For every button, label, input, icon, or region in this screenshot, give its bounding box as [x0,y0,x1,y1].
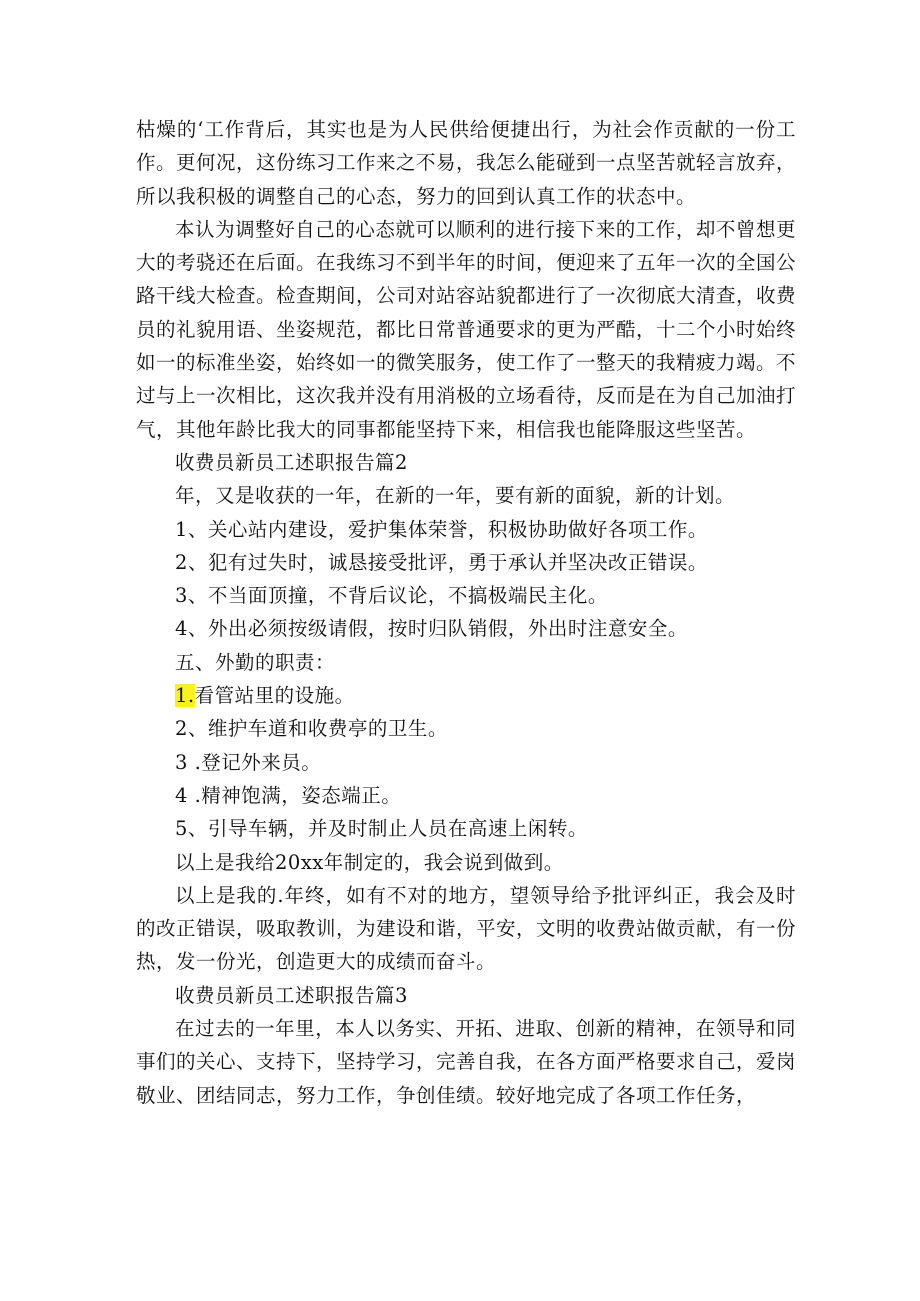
paragraph-new-year: 年，又是收获的一年，在新的一年，要有新的面貌，新的计划。 [175,484,736,508]
duty-item-1-text: 看管站里的设施。 [194,684,355,708]
highlighted-number: 1. [175,684,195,708]
list-item-3: 3、不当面顶撞，不背后议论，不搞极端民主化。 [175,584,608,608]
duty-item-1 [136,679,796,712]
paragraph-promise: 以上是我给20xx年制定的，我会说到做到。 [175,850,564,874]
duty-item-2: 2、维护车道和收费亭的卫生。 [175,717,448,741]
duty-item-5: 5、引导车辆，并及时制止人员在高速上闲转。 [175,817,588,841]
paragraph-continuation: 枯燥的‘工作背后，其实也是为人民供给便捷出行，为社会作贡献的一份工作。更何况，这份练习工作来之不易，我怎么能碰到一点坚苦就轻言放弃，所以我积极的调整自己的心态，努力的回到认真工作的状态中。 [136,118,797,208]
paragraph-inspection: 本认为调整好自己的心态就可以顺利的进行接下来的工作，却不曾想更大的考骁还在后面。在我练习不到半年的时间，便迎来了五年一次的全国公路干线大检查。检查期间，公司对站容站貌都进行了一次彻底大清查，收费员的礼貌用语、坐姿规范，都比日常普通要求的更为严酷，十二个小时始终如一的标准坐姿，始终如一的微笑服务，使工作了一整天的我精疲力竭。不过与上一次相比，这次我并没有用消极的立场看待，反而是在为自己加油打气，其他年龄比我大的同事都能坚持下来，相信我也能降服这些坚苦。 [136,217,797,441]
duty-item-3: 3 .登记外来员。 [175,750,322,774]
list-item-4: 4、外出必须按级请假，按时归队销假，外出时注意安全。 [175,617,688,641]
list-item-2: 2、犯有过失时，诚恳接受批评，勇于承认并坚决改正错误。 [175,550,708,574]
section-heading-2: 收费员新员工述职报告篇2 [175,450,408,474]
duty-item-4: 4 .精神饱满，姿态端正。 [175,783,402,807]
paragraph-closing: 以上是我的.年终，如有不对的地方，望领导给予批评纠正，我会及时的改正错误，吸取教训，为建设和谐，平安，文明的收费站做贡献，有一份热，发一份光，创造更大的成绩而奋斗。 [136,883,797,974]
paragraph-past-year: 在过去的一年里，本人以务实、开拓、进取、创新的精神，在领导和同事们的关心、支持下，坚持学习，完善自我，在各方面严格要求自己，爱岗敬业、团结同志，努力工作，争创佳绩。较好地完成了各项工作任务， [136,1017,797,1107]
document-body [136,113,796,1112]
section-heading-3: 收费员新员工述职报告篇3 [175,983,408,1007]
list-item-1: 1、关心站内建设，爱护集体荣誉，积极协助做好各项工作。 [175,517,708,541]
sub-heading-duties: 五、外勤的职责： [175,650,336,674]
